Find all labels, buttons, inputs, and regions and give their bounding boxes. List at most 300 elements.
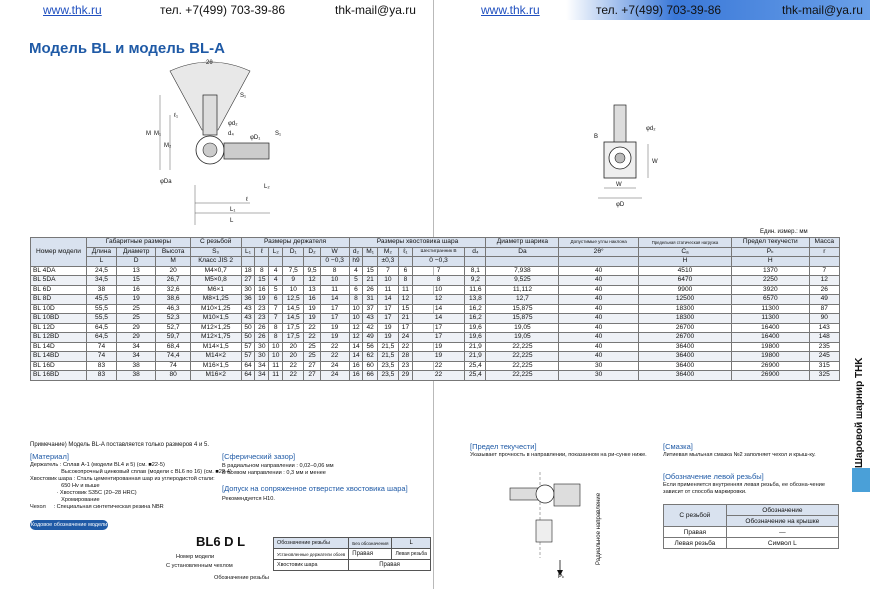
lr-cell: Символ L [726,538,838,549]
unit-cell [241,257,255,267]
table-row [31,342,840,352]
sub-header: Шестигранник B [412,247,464,257]
model-number: BL 4DA [31,266,87,276]
page-title: Модель BL и модель BL-A [29,40,225,57]
table-cell: 10 [269,342,283,352]
material-line: Хромирование [30,497,100,503]
tolerance-text: Рекомендуется H10. [222,496,275,502]
sub-header: S₀ [190,247,241,257]
table-cell: 16 [255,285,269,295]
code-cell: L [392,538,430,549]
table-cell: 34,5 [87,276,117,286]
table-cell: 7 [809,266,839,276]
side-tab-marker [852,468,870,492]
table-cell: 21 [363,276,377,286]
table-cell: 17 [412,333,464,343]
table-cell: 21,5 [377,352,398,362]
table-cell: 315 [809,361,839,371]
side-tab-label: Шаровой шарнир THK [854,357,865,468]
table-cell: 56 [363,342,377,352]
table-cell: 49 [363,333,377,343]
table-cell: 4 [349,266,363,276]
table-cell: 30 [559,361,639,371]
table-cell: 12 [304,276,320,286]
table-row [31,285,840,295]
site-link[interactable]: www.thk.ru [43,3,102,17]
label: ℓ [246,197,248,203]
table-cell: 21 [399,314,413,324]
model-number: BL 16BD [31,371,87,381]
table-cell: 23 [255,314,269,324]
unit-cell [559,257,639,267]
table-cell: 143 [809,323,839,333]
label: d₄ [228,131,234,137]
table-cell: 52,3 [156,314,190,324]
table-cell: 74,4 [156,352,190,362]
site-link[interactable]: www.thk.ru [481,3,540,17]
table-cell: 10 [349,304,363,314]
table-row [31,323,840,333]
code-table [273,537,431,571]
table-cell: 22 [412,361,464,371]
unit-cell: ±0,3 [377,257,398,267]
table-cell: 28 [399,352,413,362]
code-cell: Хвостовик шара [274,560,349,571]
table-cell: 14,5 [283,314,304,324]
table-cell: 83 [87,371,117,381]
email[interactable]: thk-mail@ya.ru [782,3,863,17]
table-cell: 3920 [732,285,810,295]
table-cell: 50 [241,333,255,343]
unit-cell [465,257,486,267]
model-number: BL 14BD [31,352,87,362]
table-cell: M8×1,25 [190,295,241,305]
table-cell: 7,938 [486,266,559,276]
table-cell: 18300 [638,314,731,324]
table-cell: 9 [283,276,304,286]
table-cell: 40 [559,342,639,352]
table-cell: 66 [363,371,377,381]
table-cell: 19,6 [465,323,486,333]
table-cell: 18300 [638,304,731,314]
table-cell: 25,4 [465,361,486,371]
table-cell: M16×1,5 [190,361,241,371]
table-cell: 64 [241,371,255,381]
table-cell: 19,6 [465,333,486,343]
table-cell: 24,5 [87,266,117,276]
code-pill: Кодовое обозначение модели [30,522,108,528]
drawing-side-view [140,55,290,225]
table-cell: 27 [241,276,255,286]
table-cell: 22,225 [486,371,559,381]
gap-line-1: В радиальном направлении : 0,02–0,06 мм [222,463,334,469]
table-cell: 14 [412,304,464,314]
table-cell: 38 [87,285,117,295]
code-cell: Обозначение резьбы [274,538,349,549]
units-note: Един. измер.: мм [760,229,808,235]
table-cell: 12 [349,323,363,333]
table-row [31,314,840,324]
table-cell: 14 [349,352,363,362]
unit-cell [304,257,320,267]
table-cell: 23,5 [377,371,398,381]
table-cell: 11 [269,361,283,371]
material-line: 650 Hv и выше [30,483,100,489]
table-cell: 29 [399,371,413,381]
table-cell: 19,05 [486,323,559,333]
lr-cell: — [726,527,838,538]
table-cell: 55,5 [87,314,117,324]
table-cell: 4 [269,276,283,286]
table-cell: 17,5 [283,333,304,343]
table-cell: 21,9 [465,352,486,362]
table-cell: 8 [349,295,363,305]
table-cell: 25,4 [465,371,486,381]
col-ball: Диаметр шарика [486,238,559,248]
left-thread-text: Если применяется внутренняя левая резьба, ее обозна-чение зависит от способа маркировки. [663,482,825,495]
table-cell: 2250 [732,276,810,286]
table-cell: 49 [809,295,839,305]
table-cell: 19 [304,314,320,324]
sub-header: Pₖ [732,247,810,257]
spec-table [30,237,840,381]
table-cell: 68,4 [156,342,190,352]
sub-header: M₁ [363,247,377,257]
table-cell: 16 [116,285,156,295]
table-row [31,304,840,314]
table-cell: 22 [304,323,320,333]
table-cell: 40 [559,285,639,295]
table-cell: 235 [809,342,839,352]
table-row [31,333,840,343]
table-cell: 40 [559,323,639,333]
table-cell: 23,5 [377,361,398,371]
table-cell: 16 [349,361,363,371]
table-row [31,361,840,371]
table-cell: 30 [241,285,255,295]
table-cell: 11,112 [486,285,559,295]
code-example: BL6 D L [196,534,246,549]
table-cell: 23 [399,361,413,371]
label: φd₂ [646,126,656,132]
table-cell: 16400 [732,323,810,333]
table-cell: M5×0,8 [190,276,241,286]
table-cell: 19 [412,352,464,362]
table-cell: 11 [399,285,413,295]
label: L₁ [230,207,236,213]
table-cell: 26700 [638,333,731,343]
table-cell: 325 [809,371,839,381]
unit-cell [363,257,377,267]
label: M₂ [164,143,172,149]
table-cell: 12 [349,333,363,343]
table-cell: 15 [399,304,413,314]
label: 2θ [206,60,213,66]
table-cell: 7 [412,266,464,276]
material-line: Высокопрочный цинковый сплав (модели с BL6 по 16) (см. ■22-4) [30,469,232,475]
table-cell: 18 [241,266,255,276]
table-cell: 80 [156,371,190,381]
table-cell: 11 [377,285,398,295]
label: W [616,182,622,188]
left-thread-table [663,504,839,549]
table-cell: 1370 [732,266,810,276]
code-cell: Правая [349,560,431,571]
table-cell: 5 [269,285,283,295]
table-cell: 60 [363,361,377,371]
model-number: BL 12D [31,323,87,333]
phone: тел. +7(499) 703-39-86 [160,3,286,17]
table-cell: 43 [241,304,255,314]
label: S₁ [240,93,247,99]
table-cell: 74 [87,352,117,362]
table-cell: 11300 [732,304,810,314]
sub-header: 2θ° [559,247,639,257]
table-cell: 14 [349,342,363,352]
table-cell: 57 [241,342,255,352]
model-number: BL 10BD [31,314,87,324]
table-cell: 20 [283,342,304,352]
sub-header: M₂ [377,247,398,257]
table-cell: 6570 [732,295,810,305]
model-number: BL 14D [31,342,87,352]
table-cell: 17 [320,314,349,324]
table-cell: 19 [377,333,398,343]
unit-cell: h9 [349,257,363,267]
table-cell: 34 [116,352,156,362]
label: φDa [160,179,172,185]
side-tab [852,328,870,488]
sub-header: Диаметр [116,247,156,257]
table-cell: 26 [809,285,839,295]
table-cell: 9,5 [304,266,320,276]
table-cell: 22,225 [486,361,559,371]
table-cell: 59,7 [156,333,190,343]
table-cell: 90 [809,314,839,324]
table-cell: 12 [809,276,839,286]
sub-header: r [809,247,839,257]
label: M₁ [154,131,162,137]
sub-header: d₂ [349,247,363,257]
table-cell: 14 [320,295,349,305]
table-cell: 17 [377,314,398,324]
table-cell: 36400 [638,371,731,381]
table-cell: 10 [349,314,363,324]
table-cell: 26 [255,323,269,333]
lr-head: С резьбой [664,505,727,527]
code-cell: Правая [349,549,392,560]
table-cell: 40 [559,352,639,362]
table-cell: 17 [412,323,464,333]
table-cell: 23 [255,304,269,314]
table-cell: 34 [116,342,156,352]
gap-title: [Сферический зазор] [222,452,296,461]
table-cell: 26700 [638,323,731,333]
lr-head: Обозначение [726,505,838,516]
col-load: Предельная статическая нагрузка [638,238,731,248]
model-number: BL 8D [31,295,87,305]
table-cell: 36400 [638,361,731,371]
label: ℓ₁ [174,113,178,119]
label: L₂ [264,184,270,190]
table-cell: 25 [116,314,156,324]
table-cell: 12,7 [486,295,559,305]
table-cell: 7 [269,314,283,324]
table-cell: 62 [363,352,377,362]
table-cell: 46,3 [156,304,190,314]
table-cell: 6 [399,266,413,276]
table-note: Примечание) Модель BL-A поставляется только размеров 4 и 5. [30,442,209,448]
col-angle: Допустимые углы наклона [559,238,639,248]
label: φd₂ [228,121,238,127]
sub-header: ℓ₁ [399,247,413,257]
table-cell: 21,9 [465,342,486,352]
unit-cell: H [638,257,731,267]
unit-cell [486,257,559,267]
table-cell: 22 [283,371,304,381]
lr-cell: Левая резьба [664,538,727,549]
table-cell: 26 [363,285,377,295]
table-cell: 11,6 [465,285,486,295]
table-cell: 12,5 [283,295,304,305]
table-cell: M14×1,5 [190,342,241,352]
label: M [146,131,151,137]
table-cell: 8 [269,333,283,343]
table-cell: 19 [320,323,349,333]
table-cell: 29 [116,333,156,343]
table-cell: 8 [255,266,269,276]
table-cell: 19 [255,295,269,305]
table-cell: 10 [377,276,398,286]
table-cell: 17,5 [283,323,304,333]
col-model: Номер модели [31,238,87,267]
table-cell: 37 [363,304,377,314]
table-cell: 52,7 [156,323,190,333]
table-cell: 26900 [732,371,810,381]
table-cell: 16,2 [465,304,486,314]
table-cell: 40 [559,333,639,343]
model-number: BL 5DA [31,276,87,286]
table-cell: 25 [304,342,320,352]
table-cell: 17 [377,304,398,314]
code-cell: Установленные держатели обоев [274,549,349,560]
table-cell: 15,875 [486,314,559,324]
table-cell: 25 [116,304,156,314]
table-cell: 11300 [732,314,810,324]
table-cell: 7 [377,266,398,276]
table-cell: 40 [559,295,639,305]
table-cell: 14 [377,295,398,305]
table-cell: 83 [87,361,117,371]
table-cell: M6×1 [190,285,241,295]
table-cell: 38,6 [156,295,190,305]
table-cell: 9900 [638,285,731,295]
table-cell: 22 [304,333,320,343]
table-cell: M12×1,25 [190,323,241,333]
table-cell: 8 [399,276,413,286]
unit-cell [399,257,413,267]
table-cell: 26,7 [156,276,190,286]
table-cell: 24 [320,361,349,371]
table-cell: 34 [255,371,269,381]
sub-header: d₄ [465,247,486,257]
table-cell: 36400 [638,342,731,352]
table-cell: 16 [349,371,363,381]
table-cell: 36400 [638,352,731,362]
table-cell: 20 [156,266,190,276]
table-cell: 7 [269,304,283,314]
tolerance-title: [Допуск на сопряженное отверстие хвостовика шара] [222,484,408,493]
table-cell: 8 [320,266,349,276]
table-cell: M12×1,75 [190,333,241,343]
label: φD₁ [250,135,261,141]
table-cell: 24 [320,371,349,381]
unit-cell: 0 −0,3 [412,257,464,267]
radial-label: Радиальное направление [596,492,602,565]
table-cell: 11 [269,371,283,381]
table-cell: 11 [320,285,349,295]
table-cell: 9,525 [486,276,559,286]
table-cell: M16×2 [190,371,241,381]
table-cell: 14 [412,314,464,324]
table-row [31,276,840,286]
sub-header: D₂ [304,247,320,257]
col-mass: Масса [809,238,839,248]
sub-header: Высота [156,247,190,257]
label: S₁ [275,131,282,137]
table-cell: 12 [399,295,413,305]
table-cell: 16,2 [465,314,486,324]
table-cell: 87 [809,304,839,314]
table-cell: 13 [116,266,156,276]
table-cell: 40 [559,314,639,324]
table-cell: 26 [255,333,269,343]
table-cell: 6 [349,285,363,295]
table-cell: 4 [269,266,283,276]
table-cell: 20 [283,352,304,362]
model-number: BL 16D [31,361,87,371]
label: φD [616,202,625,208]
table-cell: 22 [320,352,349,362]
email[interactable]: thk-mail@ya.ru [335,3,416,17]
code-cell: Левая резьба [392,549,430,560]
sub-header: D₁ [283,247,304,257]
unit-cell: L [87,257,117,267]
code-label-cover: С установленным чехлом [166,563,233,569]
sub-header: ℓ [255,247,269,257]
table-cell: 8 [412,276,464,286]
table-cell: 74 [87,342,117,352]
unit-cell [809,257,839,267]
model-number: BL 12BD [31,333,87,343]
table-cell: 9,2 [465,276,486,286]
table-cell: 16400 [732,333,810,343]
material-text [30,462,232,511]
unit-cell [269,257,283,267]
table-cell: M4×0,7 [190,266,241,276]
table-cell: 4510 [638,266,731,276]
table-cell: 22 [283,361,304,371]
table-cell: 30 [559,371,639,381]
table-cell: 12500 [638,295,731,305]
table-cell: 17 [399,323,413,333]
table-cell: 19 [320,333,349,343]
table-cell: 10 [269,352,283,362]
material-line: Держатель : Сплав А-1 (модели BL4 и 5) (см. ■22-5) [30,462,165,468]
table-cell: 43 [241,314,255,324]
table-cell: 10 [320,276,349,286]
code-label-model: Номер модели [176,554,215,560]
